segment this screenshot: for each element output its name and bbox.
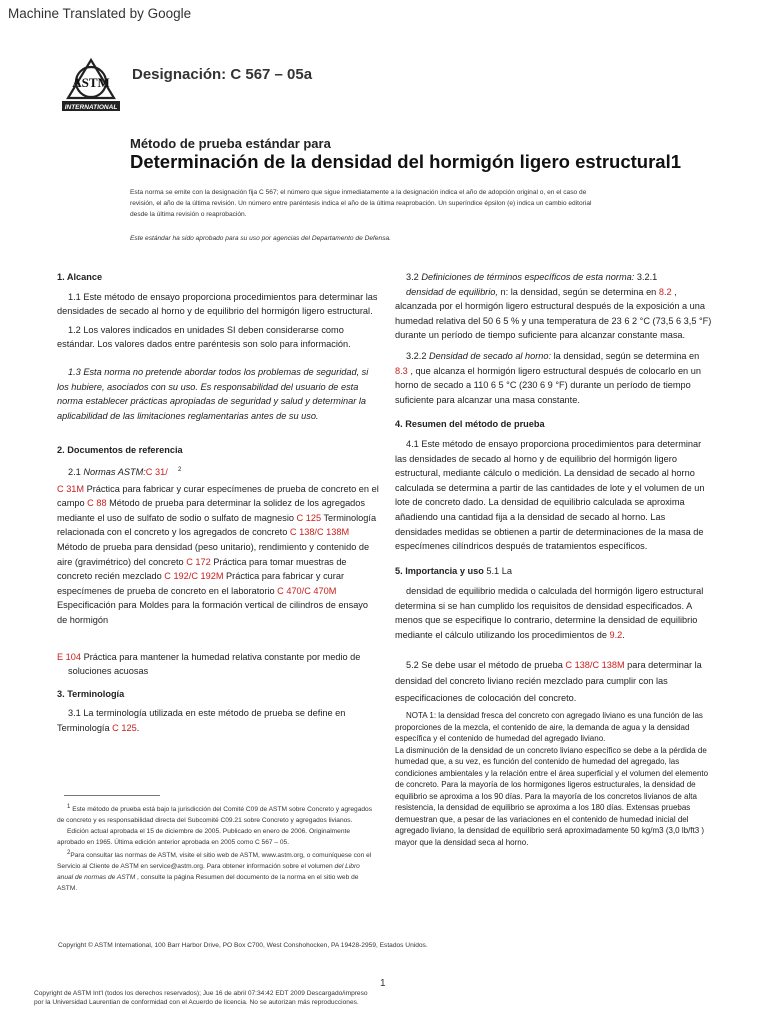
paragraph-number: 3.2 [406, 272, 422, 282]
left-column [57, 270, 379, 736]
right-column [395, 270, 713, 848]
footnote-number: 2 [67, 850, 71, 857]
footnotes [57, 802, 375, 895]
defined-term: densidad de equilibrio, [406, 286, 498, 297]
paragraph-3-2-2 [395, 349, 713, 407]
paragraph-text: 5.2 Se debe usar el método de prueba [406, 659, 566, 670]
paragraph-5-1 [395, 584, 713, 642]
astm-logo-graphic [60, 56, 122, 114]
document-title: Determinación de la densidad del hormigón ligero estructural1 [130, 151, 682, 172]
document-subtitle: Método de prueba estándar para [130, 136, 331, 151]
paragraph-5-2 [395, 657, 713, 707]
section-link[interactable]: 9.2 [609, 630, 623, 641]
section-heading-terminology: 3. Terminología [57, 688, 125, 699]
paragraph-number: 3.2.2 [406, 350, 429, 361]
paragraph-text: . [622, 630, 625, 641]
paragraph-3-2-1 [395, 285, 713, 343]
reference-text: Práctica para fabricar y curar especímenes de prueba de concreto en el campo [57, 483, 379, 509]
section-link[interactable]: 8.3 [395, 365, 408, 376]
section-heading-scope: 1. Alcance [57, 272, 103, 282]
footnote-text: Este método de prueba está bajo la jurisdicción del Comité C09 de ASTM sobre Concreto y agregados de concreto y es responsabilidad directa del Subcomité C09.21 sobre Concreto y agregados livianos. [57, 806, 373, 824]
paragraph-text: Definiciones de términos específicos de esta norma: [421, 272, 635, 282]
paragraph-2-1 [57, 463, 379, 480]
reference-text: Práctica para fabricar y curar especímenes de prueba de concreto en el laboratorio [57, 571, 345, 596]
paragraph-number: 2.1 [68, 467, 81, 477]
footnote-marker[interactable]: 2 [177, 466, 182, 473]
paragraph-1-2: 1.2 Los valores indicados en unidades SI deben considerarse como estándar. Los valores dados entre paréntesis son solo para información. [57, 324, 351, 350]
paragraph-text: . [136, 722, 140, 733]
reference-text: Terminología relacionada con el concreto y los agregados de concreto [57, 512, 377, 538]
defense-approval-note: Este estándar ha sido aprobado para su uso por agencias del Departamento de Defensa. [130, 235, 391, 242]
footnote-number: 1 [67, 804, 71, 810]
footnote-1-edition: Edición actual aprobada el 15 de diciembre de 2005. Publicado en enero de 2006. Originalmente aprobado en 1965. Última edición anterior aprobada en 2005 como C 567 – 05. [57, 827, 350, 846]
paragraph-text: para determinar la densidad del concreto liviano recién mezclado para cumplir con las especificaciones de colocación del concreto. [395, 659, 702, 703]
intro-paragraph [130, 187, 630, 220]
paragraph-3-1 [57, 706, 379, 735]
reference-text: Práctica para mantener la humedad relativa constante por medio de soluciones acuosas [68, 651, 361, 677]
reference-list [57, 482, 379, 628]
designation: Designación: C 567 – 05a [132, 66, 313, 83]
footnote-text: , consulte la página Resumen del documento de la norma en el sitio web de ASTM. [57, 874, 359, 892]
paragraph-1-3: 1.3 Esta norma no pretende abordar todos los problemas de seguridad, si los hubiere, asociados con su uso. Es responsabilidad del usuario de esta norma establecer prácticas apropiadas de seguridad y salud y determinar la aplicabilidad de las limitaciones reglamentarias antes de su uso. [57, 366, 369, 421]
reference-link[interactable]: C 125 [296, 512, 322, 523]
paragraph-number: 3.2.1 [634, 272, 658, 282]
reference-link[interactable]: C 125 [112, 722, 137, 733]
footnote-1 [57, 802, 375, 827]
footnote-rule [64, 795, 160, 796]
paragraph-text: la densidad, según se determina en [551, 350, 700, 361]
footnote-2 [57, 848, 375, 894]
intro-line: revisión, el año de la última revisión. Un número entre paréntesis indica el año de la última reaprobación. Un superíndice épsilon (e) indica un cambio editorial [130, 200, 592, 207]
paragraph-text: 3.1 La terminología utilizada en este método de prueba se define en Terminología [57, 708, 346, 733]
reference-link[interactable]: C 31/ [145, 467, 168, 477]
paragraph-text: densidad de equilibrio medida o calculada del hormigón ligero estructural determina si se han cumplido los requisitos de densidad especificados. A menos que se especifique lo contrario, determine la densidad de equilibrio mediante el cálculo utilizando los procedimientos de [395, 586, 704, 641]
defined-term: Densidad de secado al horno: [429, 350, 552, 361]
paragraph-3-2 [395, 270, 713, 285]
footnote-text: Para consultar las normas de ASTM, visite el sitio web de ASTM, www.astm.org, o comuníquese con el Servicio al Cliente de ASTM en service@astm.org. Para obtener información sobre el volumen [57, 852, 372, 871]
reference-link[interactable]: E 104 [57, 651, 82, 662]
section-heading-significance [395, 564, 713, 579]
reference-link[interactable]: C 31M [57, 483, 85, 494]
paragraph-1-1: 1.1 Este método de ensayo proporciona procedimientos para determinar las densidades de secado al horno y de equilibrio del hormigón ligero estructural. [57, 291, 378, 317]
paragraph-text: n: la densidad, según se determina en [497, 286, 659, 297]
astm-logo [60, 56, 122, 114]
machine-translated-banner: Machine Translated by Google [8, 6, 192, 21]
copyright-line: Copyright © ASTM International, 100 Barr Harbor Drive, PO Box C700, West Conshohocken, PA 19428-2959, Estados Unidos. [58, 942, 428, 949]
section-heading: 5. Importancia y uso [395, 565, 484, 576]
reference-text: Especificación para Moldes para la formación vertical de cilindros de ensayo de hormigón [57, 600, 369, 625]
paragraph-4-1: 4.1 Este método de ensayo proporciona procedimientos para determinar las densidades de secado al horno y de equilibrio del hormigón ligero estructural, mediante cálculo o medición. La densidad de secado al horno calculada se determina a partir de las cantidades de lote y el volumen de un lote de concreto dado. La densidad de equilibrio calculada se aproxima añadiendo una cantidad fija a la densidad de secado al horno. Las densidades medidas se obtienen a partir de determinaciones de la masa de especímenes cilíndricos después de tratamientos específicos. [395, 438, 705, 552]
note-1: NOTA 1: la densidad fresca del concreto con agregado liviano es una función de las proporciones de la mezcla, el contenido de aire, la demanda de agua y la densidad específica y el contenido de humedad del agregado liviano. [395, 711, 703, 744]
paragraph-text: , alcanzada por el hormigón ligero estructural después de la exposición a una humedad relativa del 50 6 5 % y una temperatura de 23 6 2 °C (73,5 6 3,5 °F) durante un período de tiempo suficiente para alcanzar constante masa. [395, 286, 712, 341]
paragraph-text: , que alcanza el hormigón ligero estructural después de colocarlo en un horno de secado a 110 6 5 °C (230 6 9 °F) durante un período de tiempo suficiente para alcanzar una masa constante. [395, 365, 701, 405]
intro-line: desde la última revisión o reaprobación. [130, 211, 247, 218]
reference-link[interactable]: C 192/C 192M [164, 571, 224, 582]
reference-text: Método de prueba para densidad (peso unitario), rendimiento y contenido de aire (gravimétrico) del concreto [57, 541, 370, 567]
section-heading-references: 2. Documentos de referencia [57, 445, 183, 456]
note-1-continued: La disminución de la densidad de un concreto liviano específico se debe a la pérdida de humedad que, a su vez, es función del contenido de humedad del agregado, las condiciones ambientales y la relación entre el área superficial y el volumen del elemento de concreto. Para la mayoría de los hormigones ligeros estructurales, la densidad de equilibrio se aproxima a los 90 días. Para la mayoría de los concretos livianos de alta resistencia, la densidad de equilibrio se aproxima a los 180 días. Extensas pruebas demuestran que, a pesar de las variaciones en el contenido de humedad inicial del agregado liviano, la densidad de equilibrio será aproximadamente 50 kg/m3 (3,0 lb/ft3 ) mayor que la densidad seca al horno. [395, 745, 709, 847]
reference-link[interactable]: C 172 [186, 556, 211, 567]
section-heading-summary: 4. Resumen del método de prueba [395, 419, 545, 430]
footnote-text: del Libro anual de normas de ASTM [57, 863, 360, 882]
reference-link[interactable]: C 88 [87, 498, 107, 509]
reference-text: Método de prueba para determinar la solidez de los agregados mediante el uso de sulfato de sodio o sulfato de magnesio [57, 498, 365, 523]
logo-text: ASTM [72, 75, 110, 90]
reference-link[interactable]: C 138/C 138M [289, 527, 350, 538]
intro-line: Esta norma se emite con la designación fija C 567; el número que sigue inmediatamente a la designación indica el año de adopción original o, en el caso de [130, 189, 587, 196]
astm-standards-label: Normas ASTM: [83, 467, 146, 477]
reference-link[interactable]: C 470/C 470M [277, 585, 337, 596]
reference-link[interactable]: C 138/C 138M [565, 659, 625, 670]
reference-text: Práctica para tomar muestras de concreto recién mezclado [57, 556, 347, 582]
logo-subtext: INTERNATIONAL [64, 104, 118, 111]
page-number: 1 [380, 978, 386, 989]
paragraph-number: 5.1 La [483, 565, 512, 576]
section-link[interactable]: 8.2 [658, 286, 672, 297]
reference-e104 [57, 650, 379, 679]
download-license-note: Copyright de ASTM Int'l (todos los derechos reservados); Jue 16 de abril 07:34:42 EDT 2009 Descargado/impreso por la Universidad Laurentian de conformidad con el Acuerdo de licencia. No se autorizan más reproducciones. [34, 990, 368, 1006]
